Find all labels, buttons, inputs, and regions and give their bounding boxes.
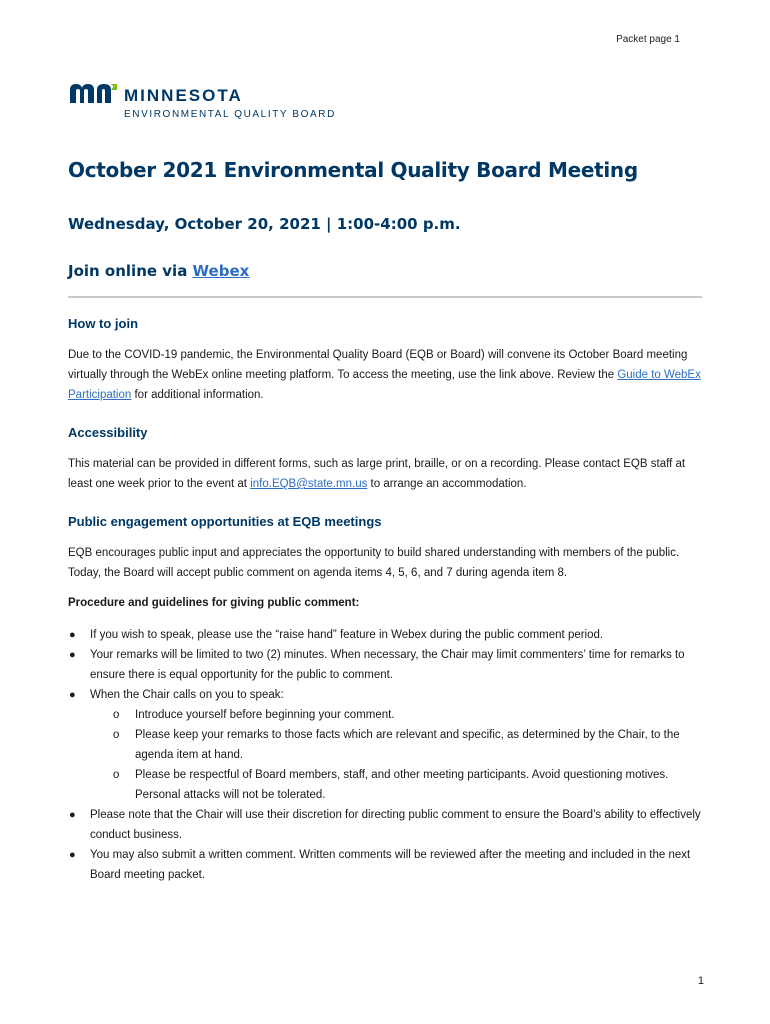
engagement-heading: Public engagement opportunities at EQB meetings [68,514,382,529]
list-item: ● When the Chair calls on you to speak: o Introduce yourself before beginning your comment. o Please keep your remarks to those facts which are relevant and specific, as determined by the Chair, to the agenda item at hand. o Please be respectful of Board members, staff, and other meeting participants. Avoid questioning motives. Personal attacks will not be tolerated. [68,685,702,805]
section-divider [68,296,702,298]
logo-subtitle: ENVIRONMENTAL QUALITY BOARD [124,109,336,120]
engagement-text: EQB encourages public input and appreciates the opportunity to build shared understanding with members of the public. Today, the Board will accept public comment on agenda items 4, 5, 6, and 7 during agenda item 8. [68,547,680,579]
logo-wordmark: MINNESOTA [124,86,243,105]
eqb-logo [68,82,336,120]
procedure-heading: Procedure and guidelines for giving public comment: [68,597,360,609]
list-item: ● You may also submit a written comment. Written comments will be reviewed after the meeting and included in the next Board meeting packet. [69,849,691,881]
how-to-join-text: Due to the COVID-19 pandemic, the Environmental Quality Board (EQB or Board) will convene its October Board meeting virtually through the WebEx online meeting platform. To access the meeting, use the link above. Review the Guide to WebEx Participation for additional information. [68,349,701,401]
join-prefix: Join online via [68,262,193,280]
how-to-join-heading: How to join [68,316,139,331]
accessibility-text: This material can be provided in different forms, such as large print, braille, or on a recording. Please contact EQB staff at least one week prior to the event at info.EQB@state.mn.us to arrange an accommodation. [68,458,686,490]
webex-guide-link[interactable]: Guide to WebEx Participation [68,369,701,401]
guidelines-list [68,625,702,885]
sub-list-item: o Please keep your remarks to those facts which are relevant and specific, as determined by the Chair, to the agenda item at hand. [113,729,680,761]
sub-list-item: o Introduce yourself before beginning your comment. [113,709,395,721]
join-online-line [68,262,702,280]
page-number: 1 [697,975,704,987]
document-title: October 2021 Environmental Quality Board Meeting [68,158,638,182]
sub-list [113,705,702,805]
sub-list-item: o Please be respectful of Board members, staff, and other meeting participants. Avoid questioning motives. Personal attacks will not be tolerated. [113,769,669,801]
meeting-date: Wednesday, October 20, 2021 | 1:00-4:00 p.m. [68,215,461,233]
accessibility-heading: Accessibility [68,425,148,440]
document-body [68,158,702,885]
webex-link[interactable]: Webex [192,262,250,280]
list-item: ● Please note that the Chair will use their discretion for directing public comment to ensure the Board’s ability to effectively conduct business. [69,809,701,841]
list-item: ● If you wish to speak, please use the “raise hand” feature in Webex during the public comment period. [69,629,604,641]
eqb-email-link[interactable]: info.EQB@state.mn.us [250,478,368,490]
minnesota-logo-icon [68,82,118,104]
list-item: ● Your remarks will be limited to two (2) minutes. When necessary, the Chair may limit commenters’ time for remarks to ensure there is equal opportunity for the public to comment. [69,649,685,681]
packet-page-label: Packet page 1 [616,34,680,45]
